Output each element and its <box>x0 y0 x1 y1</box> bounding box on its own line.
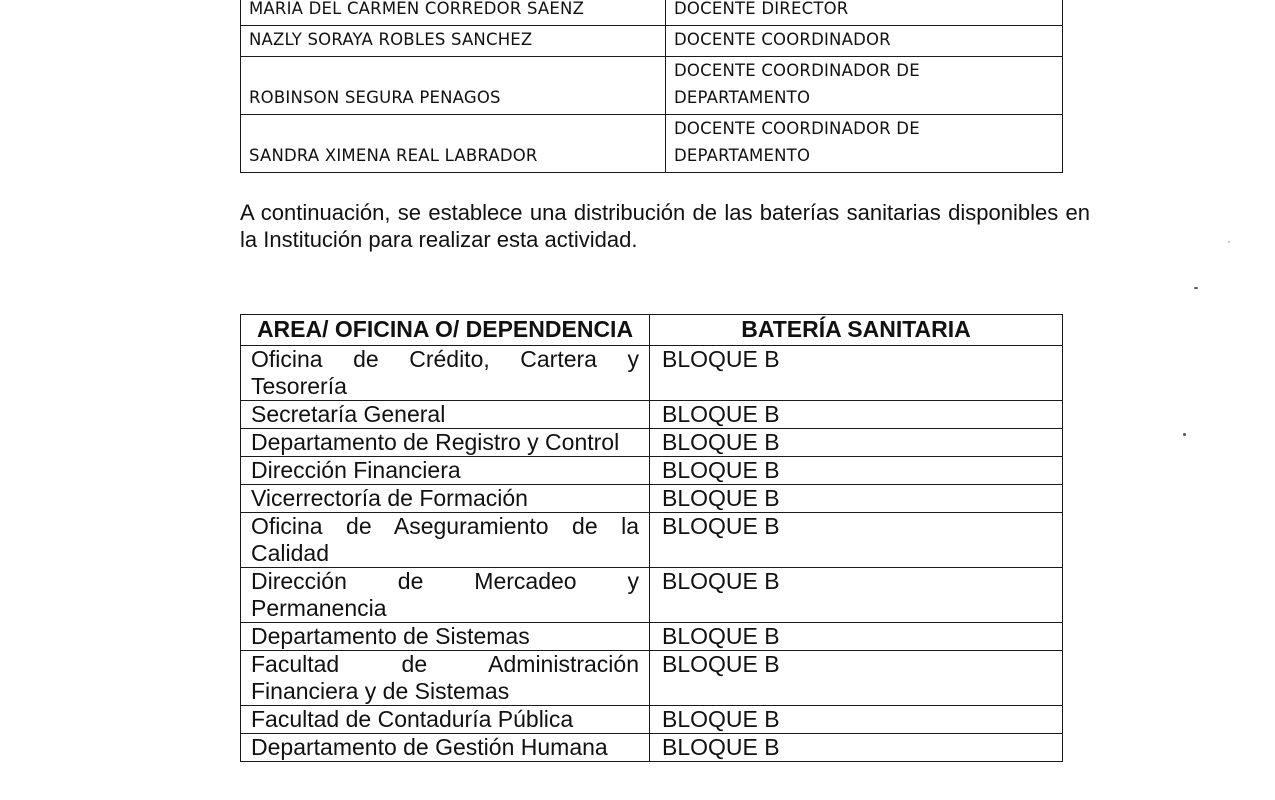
staff-role-line: DOCENTE COORDINADOR DE <box>674 61 920 80</box>
staff-role-line: DEPARTAMENTO <box>674 146 811 165</box>
area-cell: Facultad de Contaduría Pública <box>241 706 650 734</box>
table-row <box>241 57 1063 115</box>
scan-speck <box>1194 287 1198 289</box>
table-row <box>241 457 1063 485</box>
battery-cell: BLOQUE B <box>650 401 1063 429</box>
column-header-battery: BATERÍA SANITARIA <box>650 315 1063 346</box>
staff-role-line: DEPARTAMENTO <box>674 88 811 107</box>
staff-role <box>666 115 1063 173</box>
area-cell: Secretaría General <box>241 401 650 429</box>
table-row <box>241 568 1063 623</box>
staff-name: SANDRA XIMENA REAL LABRADOR <box>241 115 666 173</box>
table-row <box>241 706 1063 734</box>
battery-cell: BLOQUE B <box>650 734 1063 762</box>
table-row <box>241 734 1063 762</box>
battery-cell: BLOQUE B <box>650 568 1063 623</box>
scan-speck <box>1183 433 1186 436</box>
table-row <box>241 429 1063 457</box>
column-header-area: AREA/ OFICINA O/ DEPENDENCIA <box>241 315 650 346</box>
table-row <box>241 401 1063 429</box>
staff-role-line: DOCENTE COORDINADOR DE <box>674 119 920 138</box>
table-row <box>241 485 1063 513</box>
table-row <box>241 623 1063 651</box>
staff-role <box>666 57 1063 115</box>
staff-name: MARIA DEL CARMEN CORREDOR SAENZ <box>241 0 666 26</box>
battery-cell: BLOQUE B <box>650 651 1063 706</box>
area-cell: Departamento de Sistemas <box>241 623 650 651</box>
sanitary-battery-table <box>240 314 1063 762</box>
battery-cell: BLOQUE B <box>650 429 1063 457</box>
intro-paragraph: A continuación, se establece una distribución de las baterías sanitarias disponibles en la Institución para realizar esta actividad. <box>240 200 1090 252</box>
table-header-row <box>241 315 1063 346</box>
battery-cell: BLOQUE B <box>650 623 1063 651</box>
table-row <box>241 513 1063 568</box>
area-cell: Oficina de Aseguramiento de la Calidad <box>241 513 650 568</box>
staff-role: DOCENTE COORDINADOR <box>666 26 1063 57</box>
table-row <box>241 26 1063 57</box>
area-cell: Departamento de Gestión Humana <box>241 734 650 762</box>
table-row <box>241 651 1063 706</box>
staff-name: NAZLY SORAYA ROBLES SANCHEZ <box>241 26 666 57</box>
area-cell: Vicerrectoría de Formación <box>241 485 650 513</box>
scan-speck <box>1228 241 1230 243</box>
staff-table <box>240 0 1063 173</box>
area-cell: Facultad de Administración Financiera y de Sistemas <box>241 651 650 706</box>
battery-cell: BLOQUE B <box>650 706 1063 734</box>
area-cell: Oficina de Crédito, Cartera y Tesorería <box>241 346 650 401</box>
area-cell: Dirección Financiera <box>241 457 650 485</box>
battery-cell: BLOQUE B <box>650 346 1063 401</box>
table-row <box>241 115 1063 173</box>
area-cell: Departamento de Registro y Control <box>241 429 650 457</box>
staff-role: DOCENTE DIRECTOR <box>666 0 1063 26</box>
staff-name: ROBINSON SEGURA PENAGOS <box>241 57 666 115</box>
battery-cell: BLOQUE B <box>650 513 1063 568</box>
table-row <box>241 346 1063 401</box>
battery-cell: BLOQUE B <box>650 457 1063 485</box>
table-row <box>241 0 1063 26</box>
battery-cell: BLOQUE B <box>650 485 1063 513</box>
area-cell: Dirección de Mercadeo y Permanencia <box>241 568 650 623</box>
